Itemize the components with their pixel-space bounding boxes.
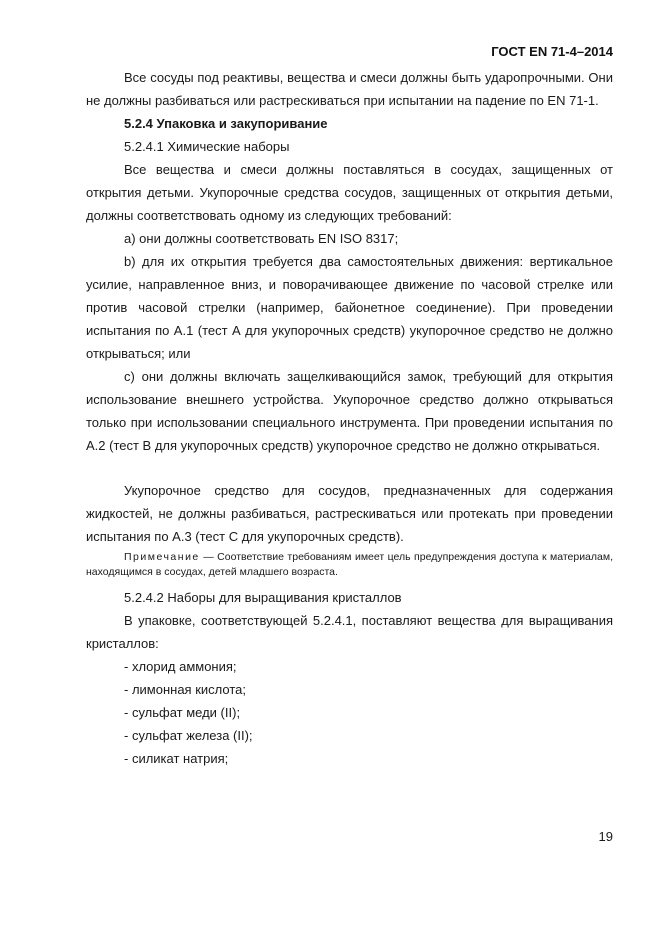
note-label: Примечание [124, 551, 200, 563]
section-heading-5-2-4: 5.2.4 Упаковка и закупоривание [124, 116, 328, 131]
list-item: - сульфат железа (II); [124, 728, 253, 743]
document-body [86, 66, 613, 770]
page-number: 19 [598, 829, 613, 844]
list-item: - лимонная кислота; [124, 682, 246, 697]
list-item: - силикат натрия; [124, 751, 229, 766]
note-text: — Соответствие требованиям имеет цель предупреждения доступа к материалам, находящимся в сосудах, детей младшего возраста. [86, 551, 613, 578]
section-heading-5-2-4-2: 5.2.4.2 Наборы для выращивания кристаллов [124, 590, 402, 605]
paragraph-liquid-containers: Укупорочное средство для сосудов, предназначенных для содержания жидкостей, не должны разбиваться, растрескиваться или протекать при проведении испытания по А.3 (тест С для укупорочных средств). [86, 483, 613, 544]
document-code-header: ГОСТ EN 71-4–2014 [491, 44, 613, 59]
note [86, 550, 613, 580]
spacer [86, 457, 613, 479]
substance-list [86, 655, 613, 770]
paragraph-child-resistant: Все вещества и смеси должны поставляться в сосудах, защищенных от открытия детьми. Укупорочные средства сосудов, защищенных от открытия детьми, должны соответствовать одному из следующих требований: [86, 162, 613, 223]
list-item-a: a) они должны соответствовать EN ISO 8317; [124, 231, 399, 246]
paragraph-impact-resistance: Все сосуды под реактивы, вещества и смеси должны быть ударопрочными. Они не должны разбиваться или растрескиваться при испытании на падение по EN 71-1. [86, 70, 613, 108]
list-item: - сульфат меди (II); [124, 705, 241, 720]
list-item: - хлорид аммония; [124, 659, 237, 674]
list-item-c: c) они должны включать защелкивающийся замок, требующий для открытия использование внешнего устройства. Укупорочное средство должно открываться только при использовании специального инструмента. При проведении испытания по А.2 (тест В для укупорочных средств) укупорочное средство не должно открываться. [86, 369, 613, 453]
list-item-b: b) для их открытия требуется два самостоятельных движения: вертикальное усилие, направленное вниз, и поворачивающее движение по часовой стрелке или против часовой стрелки (например, байонетное соединение). При проведении испытания по А.1 (тест А для укупорочных средств) укупорочное средство не должно открываться; или [86, 254, 613, 361]
paragraph-crystal-growing: В упаковке, соответствующей 5.2.4.1, поставляют вещества для выращивания кристаллов: [86, 613, 613, 651]
section-heading-5-2-4-1: 5.2.4.1 Химические наборы [124, 139, 290, 154]
